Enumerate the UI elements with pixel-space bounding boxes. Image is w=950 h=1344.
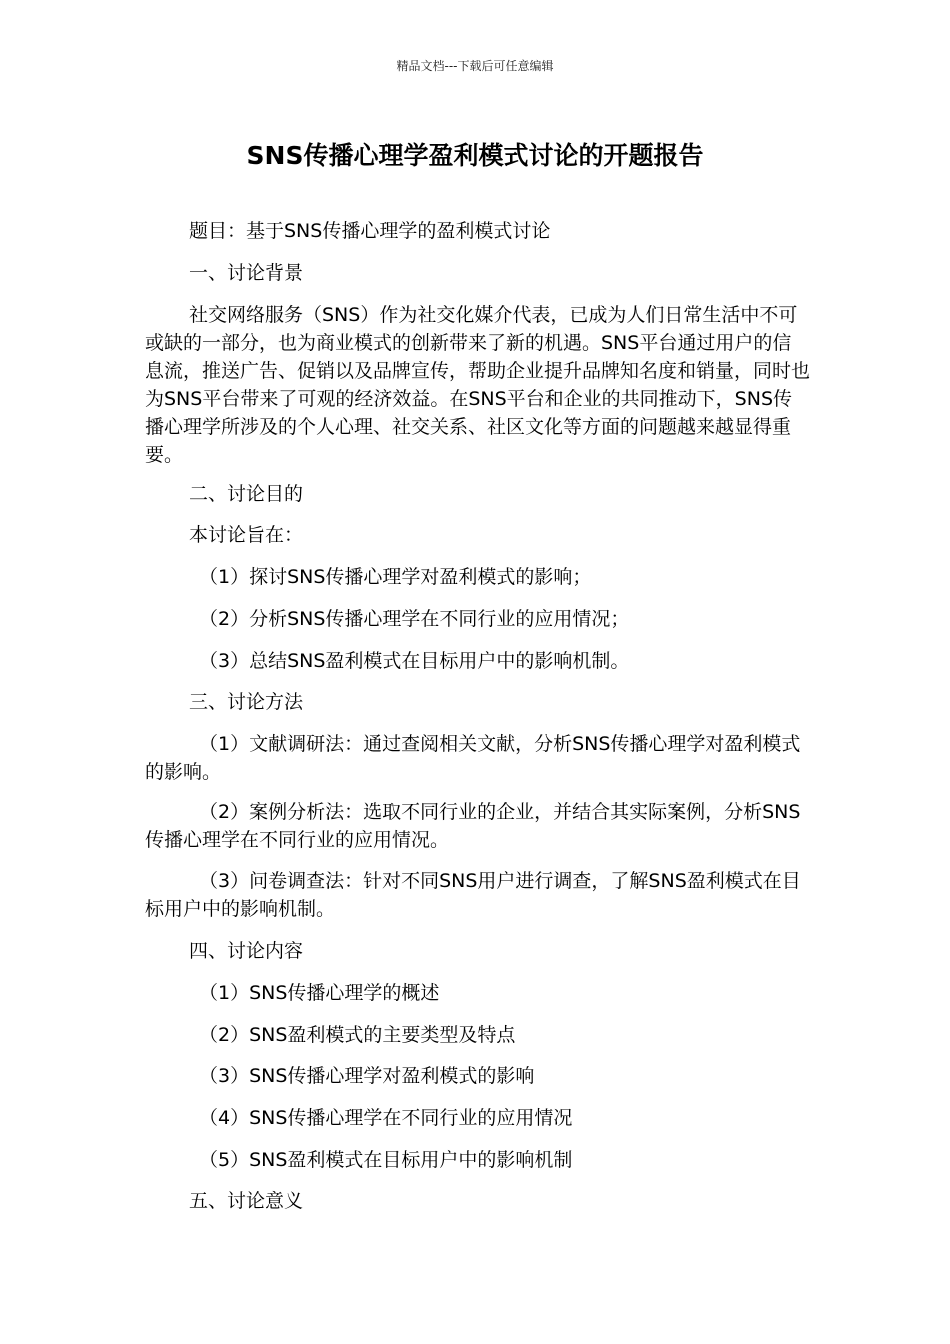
- page-header: 精品文档---下载后可任意编辑: [396, 59, 554, 73]
- section-heading-content: 四、讨论内容: [189, 940, 304, 962]
- content-item-4: （4）SNS传播心理学在不同行业的应用情况: [199, 1107, 573, 1129]
- method-item-1: （1）文献调研法：通过查阅相关文献，分析SNS传播心理学对盈利模式的影响。: [145, 733, 801, 783]
- section-heading-method: 三、讨论方法: [189, 691, 304, 713]
- purpose-item-1: （1）探讨SNS传播心理学对盈利模式的影响；: [199, 566, 592, 588]
- content-item-1: （1）SNS传播心理学的概述: [199, 982, 440, 1004]
- method-item-3: （3）问卷调查法：针对不同SNS用户进行调查，了解SNS盈利模式在目标用户中的影响机制。: [145, 870, 801, 920]
- purpose-item-2: （2）分析SNS传播心理学在不同行业的应用情况；: [199, 608, 630, 630]
- topic-line: 题目：基于SNS传播心理学的盈利模式讨论: [189, 220, 551, 242]
- purpose-item-3: （3）总结SNS盈利模式在目标用户中的影响机制。: [199, 650, 630, 672]
- content-item-5: （5）SNS盈利模式在目标用户中的影响机制: [199, 1149, 573, 1171]
- method-item-2: （2）案例分析法：选取不同行业的企业，并结合其实际案例，分析SNS传播心理学在不同行业的应用情况。: [145, 801, 801, 851]
- section-heading-significance: 五、讨论意义: [189, 1190, 304, 1212]
- background-paragraph: 社交网络服务（SNS）作为社交化媒介代表，已成为人们日常生活中不可或缺的一部分，也为商业模式的创新带来了新的机遇。SNS平台通过用户的信息流，推送广告、促销以及品牌宣传，帮助企业提升品牌知名度和销量，同时也为SNS平台带来了可观的经济效益。在SNS平台和企业的共同推动下，SNS传播心理学所涉及的个人心理、社交关系、社区文化等方面的问题越来越显得重要。: [145, 304, 811, 466]
- section-heading-background: 一、讨论背景: [189, 262, 304, 284]
- document-title: SNS传播心理学盈利模式讨论的开题报告: [246, 141, 704, 170]
- purpose-intro: 本讨论旨在：: [189, 524, 304, 546]
- content-item-2: （2）SNS盈利模式的主要类型及特点: [199, 1024, 516, 1046]
- content-item-3: （3）SNS传播心理学对盈利模式的影响: [199, 1065, 535, 1087]
- section-heading-purpose: 二、讨论目的: [189, 483, 304, 505]
